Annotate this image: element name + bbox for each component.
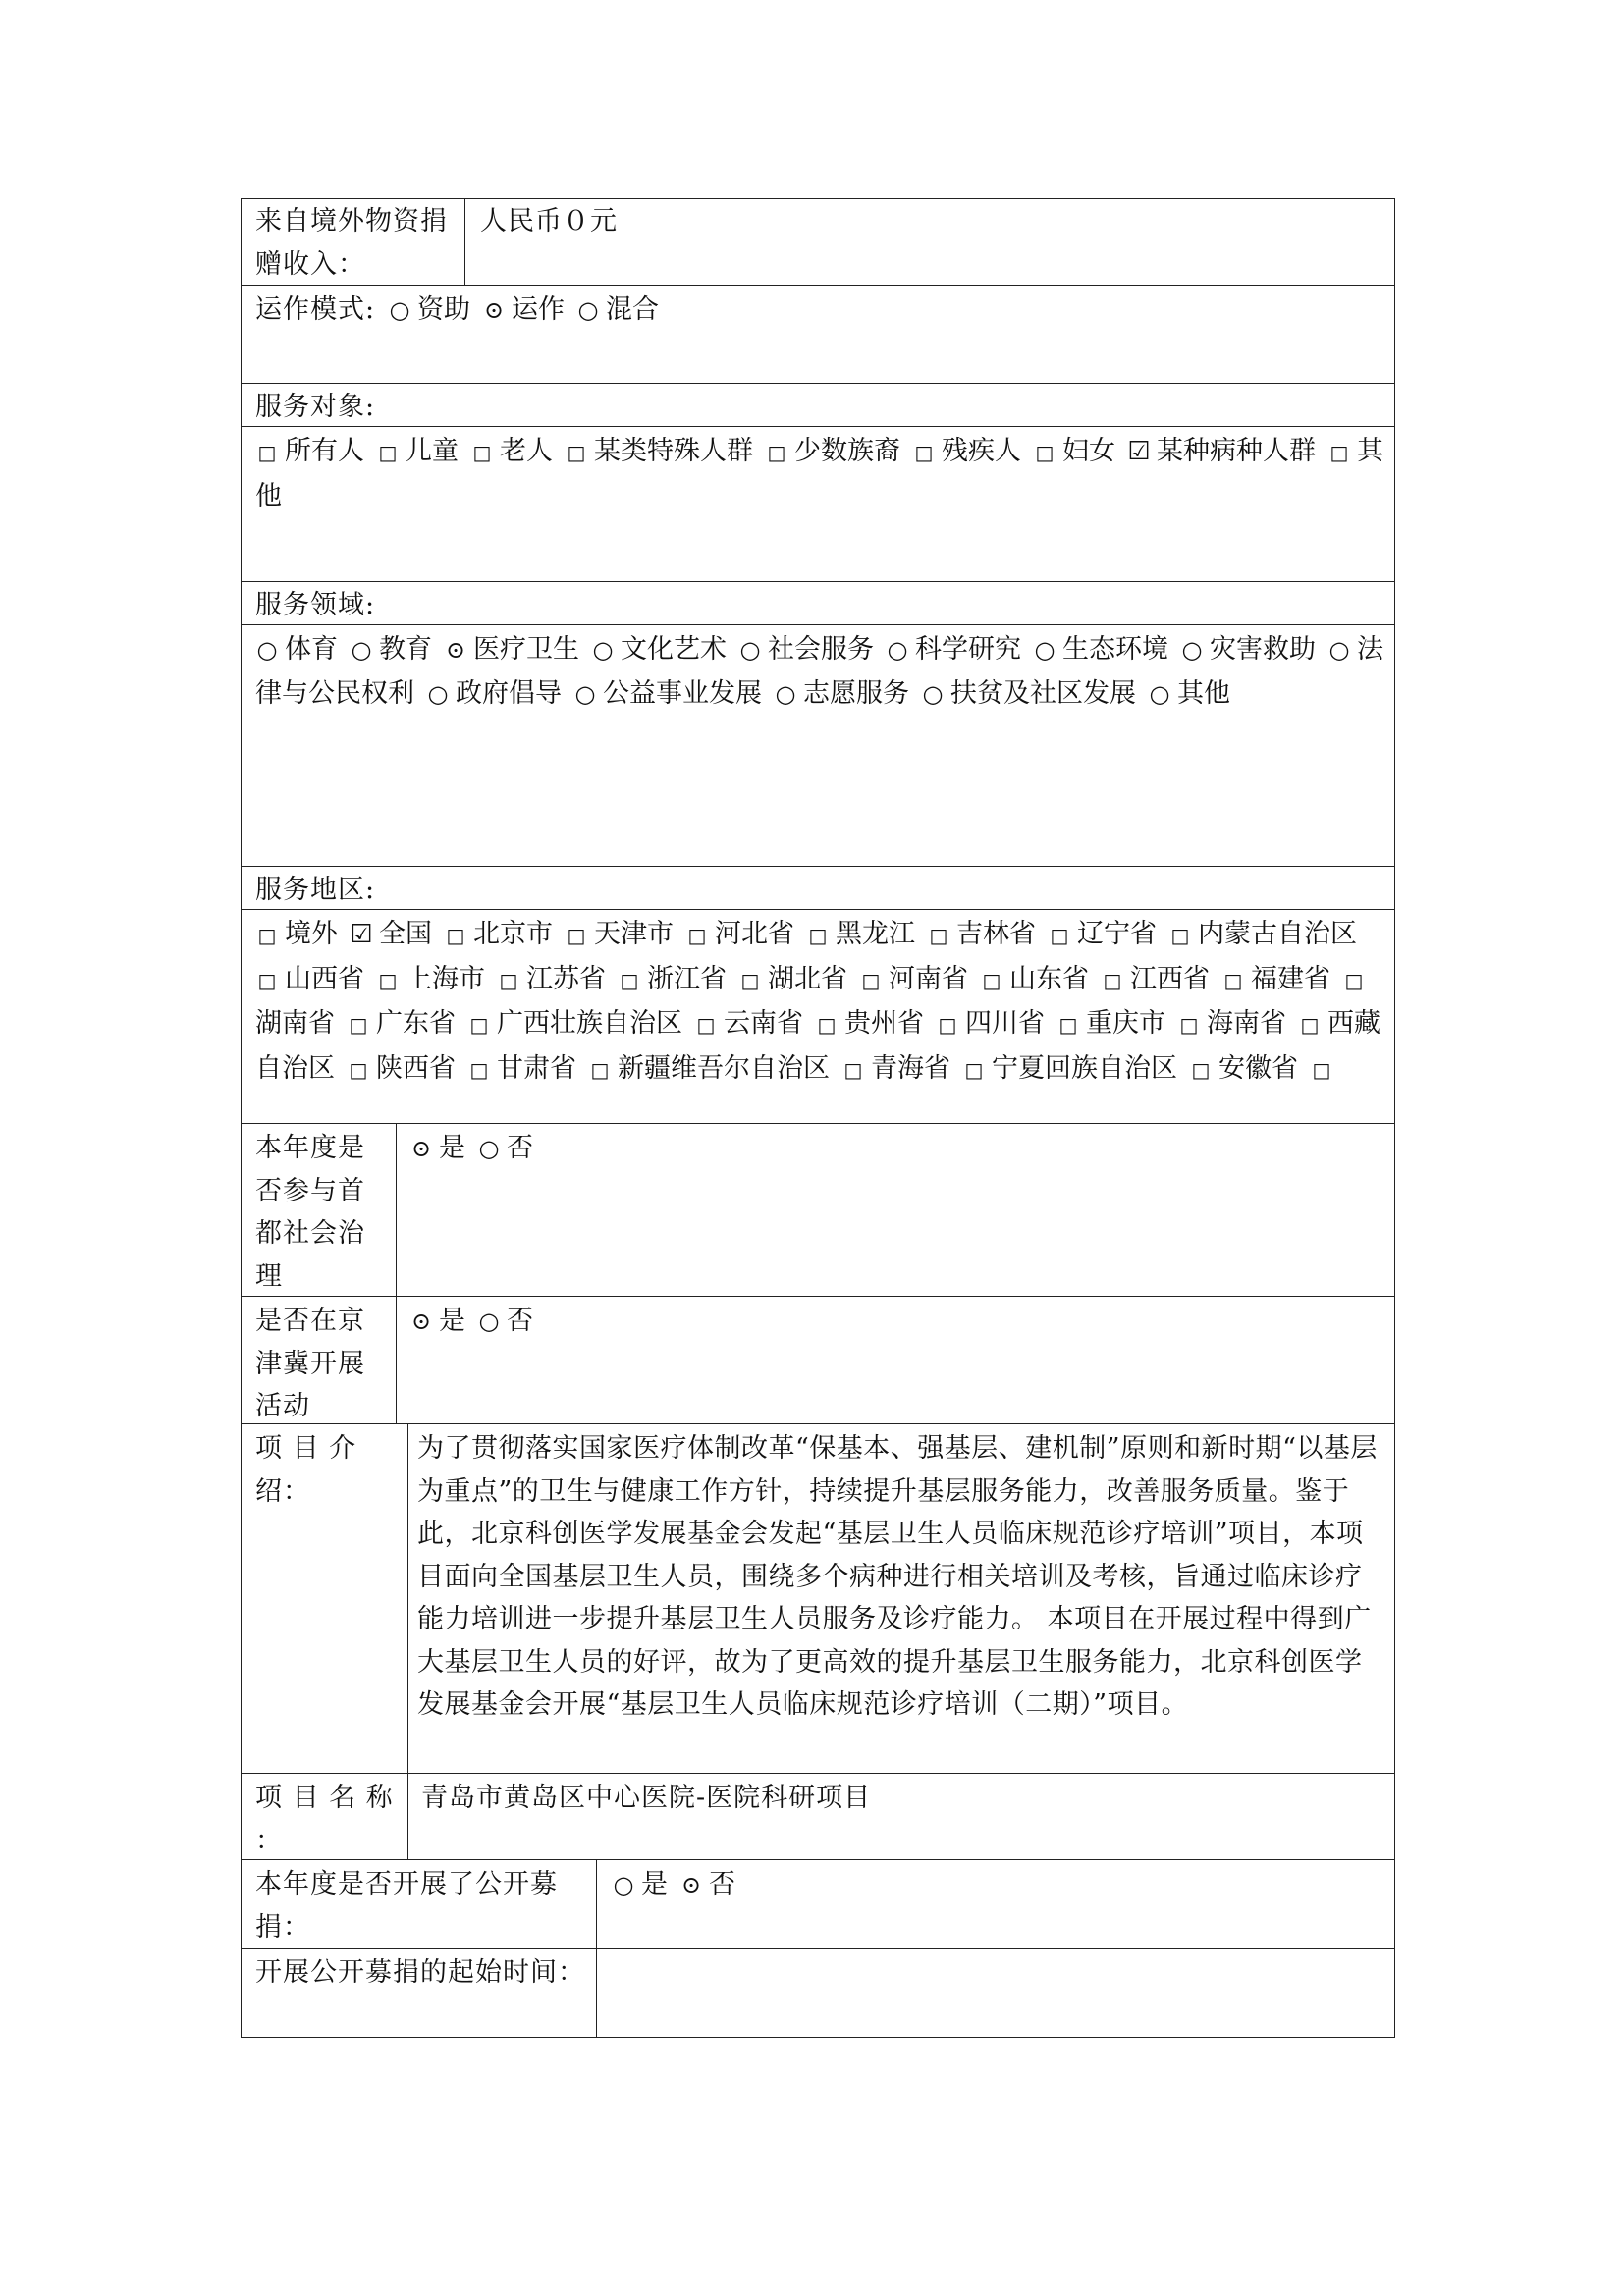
option-service_region-17[interactable]: [1221, 964, 1330, 994]
option-service_field-0[interactable]: [255, 634, 338, 665]
option-label: 生态环境: [1062, 634, 1168, 665]
option-label: 志愿服务: [803, 677, 909, 709]
row-divider: [241, 1123, 1395, 1124]
option-service_region-13[interactable]: [738, 964, 847, 994]
fundraising-start-label: 开展公开募捐的起始时间：: [255, 1957, 585, 1988]
option-label: 境外: [285, 919, 338, 949]
option-service_field-5[interactable]: [886, 634, 1021, 665]
checkbox-unchecked-icon[interactable]: [962, 1048, 986, 1093]
radio-unselected-icon[interactable]: [388, 290, 411, 333]
option-service_target-4[interactable]: [765, 436, 900, 466]
row-divider: [241, 1859, 1395, 1860]
option-service_region-24[interactable]: [1056, 1008, 1165, 1039]
option-label: 陕西省: [376, 1052, 456, 1084]
col-divider: [464, 198, 465, 285]
checkbox-unchecked-icon[interactable]: [1189, 1048, 1213, 1093]
checkbox-unchecked-icon[interactable]: [927, 914, 950, 958]
option-service_field-11[interactable]: [774, 678, 909, 709]
option-label: 重庆市: [1086, 1008, 1165, 1039]
option-label: 其他: [1177, 677, 1230, 709]
radio-unselected-icon[interactable]: [886, 629, 909, 672]
option-service_region-19[interactable]: [347, 1008, 456, 1039]
radio-unselected-icon[interactable]: [573, 673, 597, 717]
option-service_region-6[interactable]: [927, 919, 1036, 949]
option-service_field-3[interactable]: [591, 634, 727, 665]
radio-unselected-icon[interactable]: [738, 629, 762, 672]
option-label: 上海市: [406, 963, 485, 994]
row-divider: [241, 426, 1395, 427]
col-divider: [596, 1859, 597, 2038]
radio-unselected-icon[interactable]: [350, 629, 373, 672]
option-label: 云南省: [724, 1008, 803, 1039]
option-public_fundraising-0[interactable]: [612, 1869, 668, 1899]
checkbox-unchecked-icon[interactable]: [1177, 1003, 1201, 1047]
option-label: 是: [439, 1133, 465, 1163]
option-service_region-14[interactable]: [859, 964, 968, 994]
public-fundraising-options: [612, 1863, 1299, 1907]
option-label: 安徽省: [1218, 1052, 1298, 1084]
radio-unselected-icon[interactable]: [426, 673, 450, 717]
checkbox-unchecked-icon[interactable]: [255, 959, 279, 1003]
option-service_region-9[interactable]: [255, 964, 364, 994]
checkbox-unchecked-icon[interactable]: [1056, 1003, 1080, 1047]
option-label: 文化艺术: [621, 634, 727, 665]
option-label: 内蒙古自治区: [1198, 919, 1357, 949]
checkbox-unchecked-icon[interactable]: [859, 959, 883, 1003]
option-label: 否: [507, 1306, 533, 1336]
option-label: 浙江省: [647, 963, 727, 994]
row-divider: [241, 909, 1395, 910]
checkbox-unchecked-icon[interactable]: [588, 1048, 612, 1093]
option-service_region-8[interactable]: [1168, 919, 1357, 949]
operation-mode-label: 运作模式:: [255, 294, 376, 325]
radio-unselected-icon[interactable]: [591, 629, 615, 672]
option-service_field-1[interactable]: [350, 634, 432, 665]
radio-selected-icon[interactable]: [409, 1128, 433, 1171]
project-intro-label: 项 目 介绍：: [255, 1433, 357, 1507]
option-service_region-20[interactable]: [467, 1008, 682, 1039]
option-label: 科学研究: [915, 634, 1021, 665]
checkbox-unchecked-icon[interactable]: [1048, 914, 1071, 958]
option-capital_governance-1[interactable]: [477, 1133, 533, 1163]
option-label: 妇女: [1062, 436, 1115, 466]
checkbox-unchecked-icon[interactable]: [565, 914, 588, 958]
option-label: 新疆维吾尔自治区: [618, 1052, 830, 1084]
checkbox-unchecked-icon[interactable]: [444, 914, 467, 958]
option-service_region-21[interactable]: [694, 1008, 803, 1039]
option-label: 山东省: [1009, 963, 1089, 994]
option-label: 法律与公民权利: [255, 634, 1383, 709]
checkbox-unchecked-icon[interactable]: [255, 431, 279, 475]
project-name-value: 青岛市黄岛区中心医院-医院科研项目: [421, 1783, 872, 1813]
option-label: 否: [507, 1133, 533, 1163]
option-service_region-29[interactable]: [588, 1053, 830, 1084]
radio-selected-icon[interactable]: [444, 629, 467, 672]
option-label: 辽宁省: [1077, 919, 1157, 949]
option-label: 医疗卫生: [473, 634, 579, 665]
radio-unselected-icon[interactable]: [477, 1128, 501, 1171]
option-service_field-12[interactable]: [921, 678, 1136, 709]
radio-unselected-icon[interactable]: [1180, 629, 1204, 672]
radio-selected-icon[interactable]: [679, 1864, 703, 1907]
option-label: 运作: [512, 294, 565, 325]
option-label: 否: [709, 1869, 735, 1899]
option-label: 少数族裔: [794, 436, 900, 466]
operation-mode-options: [388, 289, 1370, 333]
option-label: 混合: [606, 294, 659, 325]
service-region-options: [255, 913, 1384, 1092]
option-service_region-30[interactable]: [841, 1053, 950, 1084]
checkbox-unchecked-icon[interactable]: [1033, 431, 1056, 475]
option-label: 社会服务: [768, 634, 874, 665]
option-label: 是: [439, 1306, 465, 1336]
checkbox-unchecked-icon[interactable]: [980, 959, 1003, 1003]
foreign-goods-label: 来自境外物资捐赠收入：: [255, 206, 448, 280]
radio-unselected-icon[interactable]: [1148, 673, 1171, 717]
option-service_field-2[interactable]: [444, 634, 579, 665]
option-label: 河南省: [889, 963, 968, 994]
option-service_target-6[interactable]: [1033, 436, 1115, 466]
service-field-options: [255, 628, 1384, 716]
row-divider: [241, 1296, 1395, 1297]
option-label: 公益事业发展: [603, 677, 762, 709]
service-field-label: 服务领域:: [255, 590, 376, 620]
option-label: 是: [641, 1869, 668, 1899]
option-label: 体育: [285, 634, 338, 665]
option-service_region-22[interactable]: [815, 1008, 924, 1039]
radio-unselected-icon[interactable]: [612, 1864, 635, 1907]
radio-unselected-icon[interactable]: [255, 629, 279, 672]
radio-unselected-icon[interactable]: [921, 673, 945, 717]
checkbox-unchecked-icon[interactable]: [1298, 1003, 1322, 1047]
option-label: 江苏省: [526, 963, 606, 994]
jjj-activity-options: [409, 1300, 1293, 1344]
option-service_region-32[interactable]: [1189, 1053, 1298, 1084]
checkbox-unchecked-icon[interactable]: [255, 914, 279, 958]
checkbox-unchecked-icon[interactable]: [912, 431, 936, 475]
checkbox-unchecked-icon[interactable]: [618, 959, 641, 1003]
option-service_field-7[interactable]: [1180, 634, 1316, 665]
checkbox-unchecked-icon[interactable]: [806, 914, 830, 958]
option-operation_mode-1[interactable]: [482, 294, 565, 325]
option-service_region-31[interactable]: [962, 1053, 1177, 1084]
option-jjj_activity-0[interactable]: [409, 1306, 465, 1336]
checkbox-unchecked-icon[interactable]: [347, 1003, 370, 1047]
option-service_field-13[interactable]: [1148, 678, 1230, 709]
option-label: 青海省: [871, 1052, 950, 1084]
public-fundraising-label: 本年度是否开展了公开募捐：: [255, 1869, 558, 1943]
option-service_region-11[interactable]: [497, 964, 606, 994]
option-operation_mode-0[interactable]: [388, 294, 470, 325]
option-label: 某类特殊人群: [594, 436, 753, 466]
checkbox-unchecked-icon[interactable]: [815, 1003, 839, 1047]
option-service_region-23[interactable]: [936, 1008, 1045, 1039]
option-label: 老人: [500, 436, 553, 466]
checkbox-checked-icon[interactable]: [350, 914, 373, 957]
option-label: 某种病种人群: [1157, 436, 1316, 466]
checkbox-unchecked-icon[interactable]: [1168, 914, 1192, 958]
option-service_region-5[interactable]: [806, 919, 915, 949]
col-divider: [396, 1123, 397, 1423]
option-label: 河北省: [715, 919, 794, 949]
radio-unselected-icon[interactable]: [774, 673, 797, 717]
row-divider: [241, 1773, 1395, 1774]
option-label: 北京市: [473, 919, 553, 949]
option-label: 四川省: [965, 1008, 1045, 1039]
option-service_region-10[interactable]: [376, 964, 485, 994]
checkbox-unchecked-icon[interactable]: [1342, 959, 1366, 1003]
option-label: 吉林省: [956, 919, 1036, 949]
option-service_target-3[interactable]: [565, 436, 753, 466]
option-service_target-2[interactable]: [470, 436, 553, 466]
option-label: 政府倡导: [456, 677, 562, 709]
option-label: 天津市: [594, 919, 674, 949]
row-divider: [241, 624, 1395, 625]
option-label: 扶贫及社区发展: [950, 677, 1136, 709]
option-service_target-1[interactable]: [376, 436, 459, 466]
jjj-activity-label: 是否在京津冀开展活动: [255, 1306, 365, 1421]
col-divider: [407, 1423, 408, 1859]
option-jjj_activity-1[interactable]: [477, 1306, 533, 1336]
option-service_region-15[interactable]: [980, 964, 1089, 994]
radio-unselected-icon[interactable]: [477, 1301, 501, 1344]
checkbox-unchecked-icon[interactable]: [467, 1048, 491, 1093]
option-label: 教育: [379, 634, 432, 665]
option-label: 福建省: [1251, 963, 1330, 994]
checkbox-unchecked-icon[interactable]: [1327, 431, 1351, 475]
checkbox-unchecked-icon[interactable]: [694, 1003, 718, 1047]
option-service_region-2[interactable]: [444, 919, 553, 949]
capital-governance-options: [409, 1127, 1293, 1171]
checkbox-unchecked-icon[interactable]: [765, 431, 788, 475]
option-service_field-6[interactable]: [1033, 634, 1168, 665]
option-label: 灾害救助: [1210, 634, 1316, 665]
option-service_field-9[interactable]: [426, 678, 562, 709]
option-public_fundraising-1[interactable]: [679, 1869, 735, 1899]
option-label: 黑龙江: [836, 919, 915, 949]
radio-selected-icon[interactable]: [409, 1301, 433, 1344]
checkbox-unchecked-icon[interactable]: [565, 431, 588, 475]
option-service_target-0[interactable]: [255, 436, 364, 466]
option-label: 山西省: [285, 963, 364, 994]
option-service_region-0[interactable]: [255, 919, 338, 949]
service-target-label: 服务对象:: [255, 392, 376, 422]
row-divider: [241, 581, 1395, 582]
option-service_region-7[interactable]: [1048, 919, 1157, 949]
option-label: 西藏自治区: [255, 1008, 1380, 1084]
option-label: 儿童: [406, 436, 459, 466]
option-label: 海南省: [1207, 1008, 1286, 1039]
option-label: 甘肃省: [497, 1052, 576, 1084]
service-region-label: 服务地区:: [255, 875, 376, 905]
row-divider: [241, 383, 1395, 384]
option-label: 广西壮族自治区: [497, 1008, 682, 1039]
checkbox-unchecked-icon[interactable]: [467, 1003, 491, 1047]
option-service_target-5[interactable]: [912, 436, 1021, 466]
option-service_region-1[interactable]: [350, 919, 432, 949]
checkbox-unchecked-icon[interactable]: [347, 1048, 370, 1093]
option-label: 贵州省: [844, 1008, 924, 1039]
checkbox-unchecked-icon[interactable]: [685, 914, 709, 958]
option-service_region-3[interactable]: [565, 919, 674, 949]
checkbox-unchecked-icon[interactable]: [497, 959, 520, 1003]
option-capital_governance-0[interactable]: [409, 1133, 465, 1163]
option-label: 湖北省: [768, 963, 847, 994]
option-label: 残疾人: [942, 436, 1021, 466]
capital-governance-label: 本年度是否参与首都社会治理: [255, 1133, 365, 1292]
option-service_field-4[interactable]: [738, 634, 874, 665]
checkbox-unchecked-icon[interactable]: [376, 431, 400, 475]
radio-unselected-icon[interactable]: [1033, 629, 1056, 672]
option-service_region-16[interactable]: [1101, 964, 1210, 994]
row-divider: [241, 1423, 1395, 1424]
checkbox-checked-icon[interactable]: [1127, 431, 1151, 474]
checkbox-unchecked-icon[interactable]: [936, 1003, 959, 1047]
option-label: 江西省: [1130, 963, 1210, 994]
radio-unselected-icon[interactable]: [576, 290, 600, 333]
option-label: 湖南省: [255, 1008, 335, 1039]
project-name-label: 项 目 名 称 ：: [255, 1783, 394, 1856]
checkbox-unchecked-icon[interactable]: [376, 959, 400, 1003]
option-label: 全国: [379, 919, 432, 949]
option-service_region-33[interactable]: [1310, 1053, 1339, 1084]
checkbox-unchecked-icon[interactable]: [1310, 1048, 1333, 1093]
option-service_field-10[interactable]: [573, 678, 762, 709]
checkbox-unchecked-icon[interactable]: [470, 431, 494, 475]
project-intro-text: 为了贯彻落实国家医疗体制改革“保基本、强基层、建机制”原则和新时期“以基层为重点”的卫生与健康工作方针，持续提升基层服务能力，改善服务质量。鉴于此，北京科创医学发展基金会发起“基层卫生人员临床规范诊疗培训”项目，本项目面向全国基层卫生人员，围绕多个病种进行相关培训及考核，旨通过临床诊疗能力培训进一步提升基层卫生人员服务及诊疗能力。 本项目在开展过程中得到广大基层卫生人员的好评，故为了更高效的提升基层卫生服务能力，北京科创医学发展基金会开展“基层卫生人员临床规范诊疗培训（二期）”项目。: [417, 1433, 1378, 1720]
checkbox-unchecked-icon[interactable]: [1221, 959, 1245, 1003]
foreign-goods-value: 人民币０元: [480, 206, 618, 237]
checkbox-unchecked-icon[interactable]: [841, 1048, 865, 1093]
option-service_region-12[interactable]: [618, 964, 727, 994]
option-service_target-7[interactable]: [1127, 436, 1316, 466]
option-service_region-25[interactable]: [1177, 1008, 1286, 1039]
radio-selected-icon[interactable]: [482, 290, 506, 333]
option-label: 宁夏回族自治区: [992, 1052, 1177, 1084]
option-service_region-4[interactable]: [685, 919, 794, 949]
row-divider: [241, 866, 1395, 867]
option-service_region-28[interactable]: [467, 1053, 576, 1084]
option-label: 所有人: [285, 436, 364, 466]
option-label: 其他: [255, 436, 1383, 511]
option-service_region-27[interactable]: [347, 1053, 456, 1084]
option-label: 资助: [417, 294, 470, 325]
option-label: 广东省: [376, 1008, 456, 1039]
checkbox-unchecked-icon[interactable]: [738, 959, 762, 1003]
option-operation_mode-2[interactable]: [576, 294, 659, 325]
checkbox-unchecked-icon[interactable]: [1101, 959, 1124, 1003]
radio-unselected-icon[interactable]: [1327, 629, 1351, 672]
service-target-options: [255, 430, 1384, 517]
